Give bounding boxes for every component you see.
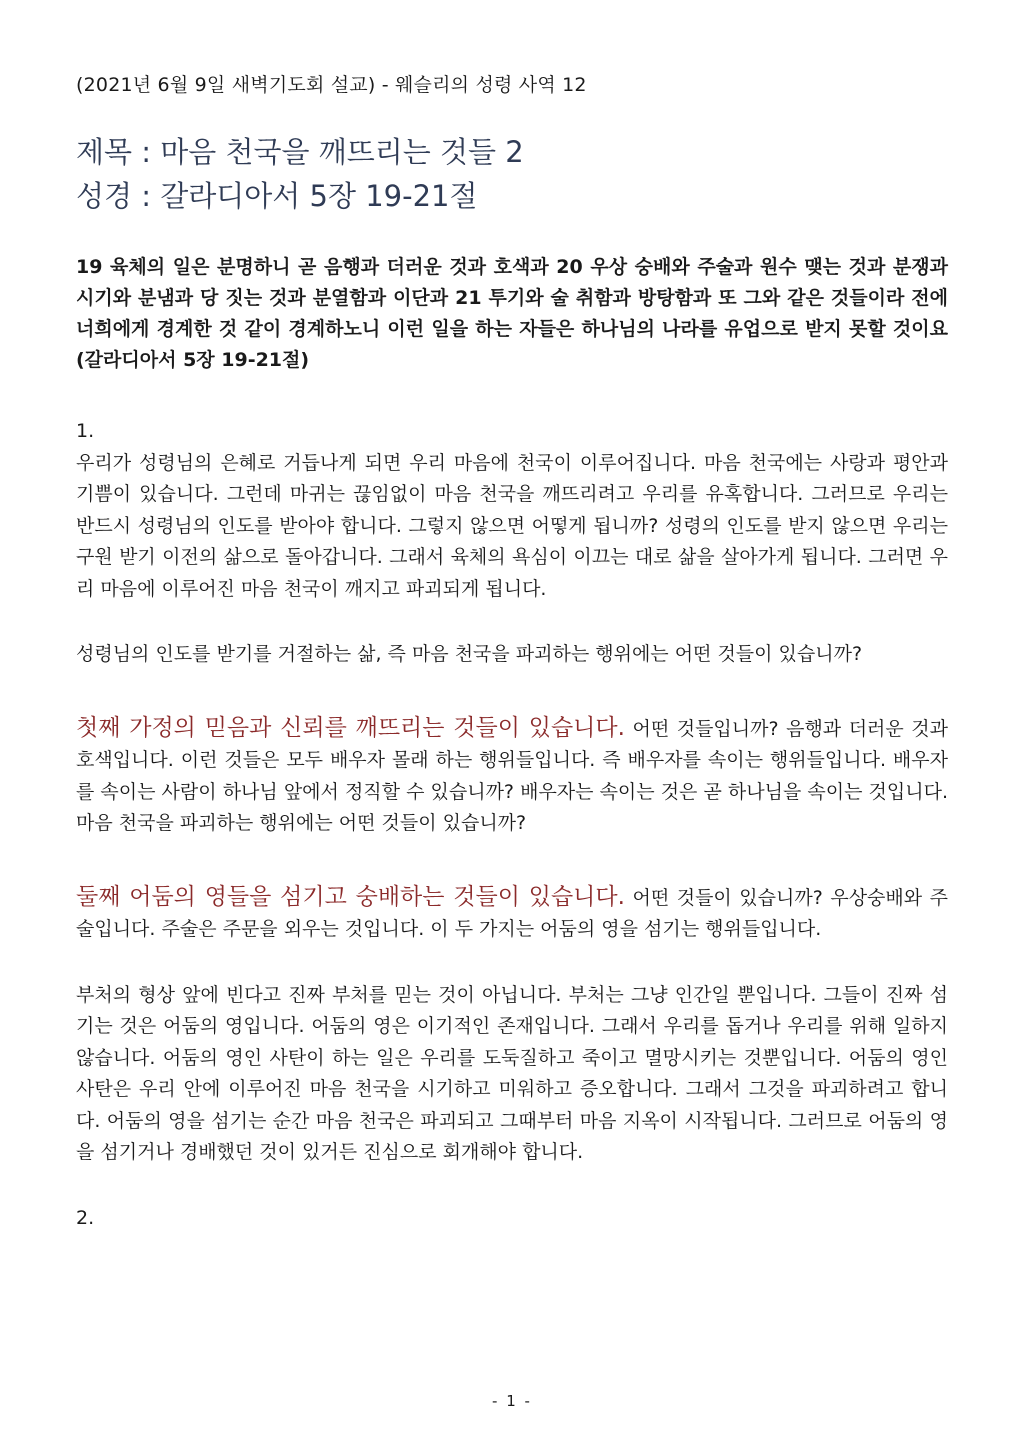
page-number: - 1 - — [492, 1392, 532, 1410]
section-number: 1. — [76, 420, 95, 442]
scripture-reference: 성경 : 갈라디아서 5장 19-21절 — [76, 179, 478, 213]
scripture-text: 19 육체의 일은 분명하니 곧 음행과 더러운 것과 호색과 20 우상 숭배와 주술과 원수 맺는 것과 분쟁과 시기와 분냄과 당 짓는 것과 분열함과 이단과 21 투기와 술 취함과 방탕함과 또 그와 같은 것들이라 전에 너희에게 경계한 것 같이 경계하노니 이런 일을 하는 자들은 하나님의 나라를 유업으로 받지 못할 것이요 (갈라디아서 5장 19-21절) — [76, 256, 948, 371]
point-heading: 첫째 가정의 믿음과 신뢰를 깨뜨리는 것들이 있습니다. — [76, 714, 625, 741]
section-number: 2. — [76, 1206, 95, 1229]
point-paragraph — [76, 882, 948, 946]
point-paragraph — [76, 713, 948, 840]
title-block — [76, 130, 948, 218]
point-heading: 둘째 어둠의 영들을 섬기고 숭배하는 것들이 있습니다. — [76, 883, 625, 910]
paragraph: 성령님의 인도를 받기를 거절하는 삶, 즉 마음 천국을 파괴하는 행위에는 어떤 것들이 있습니까? — [76, 643, 863, 665]
paragraph: 우리가 성령님의 은혜로 거듭나게 되면 우리 마음에 천국이 이루어집니다. 마음 천국에는 사랑과 평안과 기쁨이 있습니다. 그런데 마귀는 끊임없이 마음 천국을 깨뜨리려고 우리를 유혹합니다. 그러므로 우리는 반드시 성령님의 인도를 받아야 합니다. 그렇지 않으면 어떻게 됩니까? 성령의 인도를 받지 않으면 우리는 구원 받기 이전의 삶으로 돌아갑니다. 그래서 육체의 욕심이 이끄는 대로 삶을 살아가게 됩니다. 그러면 우리 마음에 이루어진 마음 천국이 깨지고 파괴되게 됩니다. — [76, 451, 948, 600]
point-body: 어떤 것들입니까? 음행과 더러운 것과 호색입니다. 이런 것들은 모두 배우자 몰래 하는 행위들입니다. 즉 배우자를 속이는 행위들입니다. 배우자를 속이는 사람이 하나님 앞에서 정직할 수 있습니까? 배우자는 속이는 것은 곧 하나님을 속이는 것입니다. 마음 천국을 파괴하는 행위에는 어떤 것들이 있습니까? — [76, 717, 948, 834]
point-body: 어떤 것들이 있습니까? 우상숭배와 주술입니다. 주술은 주문을 외우는 것입니다. 이 두 가지는 어둠의 영을 섬기는 행위들입니다. — [76, 886, 948, 940]
section-1 — [76, 416, 948, 1234]
sermon-title: 제목 : 마음 천국을 깨뜨리는 것들 2 — [76, 135, 524, 169]
sermon-header: (2021년 6월 9일 새벽기도회 설교) - 웨슬리의 성령 사역 12 — [76, 74, 587, 96]
paragraph: 부처의 형상 앞에 빈다고 진짜 부처를 믿는 것이 아닙니다. 부처는 그냥 인간일 뿐입니다. 그들이 진짜 섬기는 것은 어둠의 영입니다. 어둠의 영은 이기적인 존재입니다. 그래서 우리를 돕거나 우리를 위해 일하지 않습니다. 어둠의 영인 사탄이 하는 일은 우리를 도둑질하고 죽이고 멸망시키는 것뿐입니다. 어둠의 영인 사탄은 우리 안에 이루어진 마음 천국을 시기하고 미워하고 증오합니다. 그래서 그것을 파괴하려고 합니다. 어둠의 영을 섬기는 순간 마음 천국은 파괴되고 그때부터 마음 지옥이 시작됩니다. 그러므로 어둠의 영을 섬기거나 경배했던 것이 있거든 진심으로 회개해야 합니다. — [76, 983, 948, 1163]
